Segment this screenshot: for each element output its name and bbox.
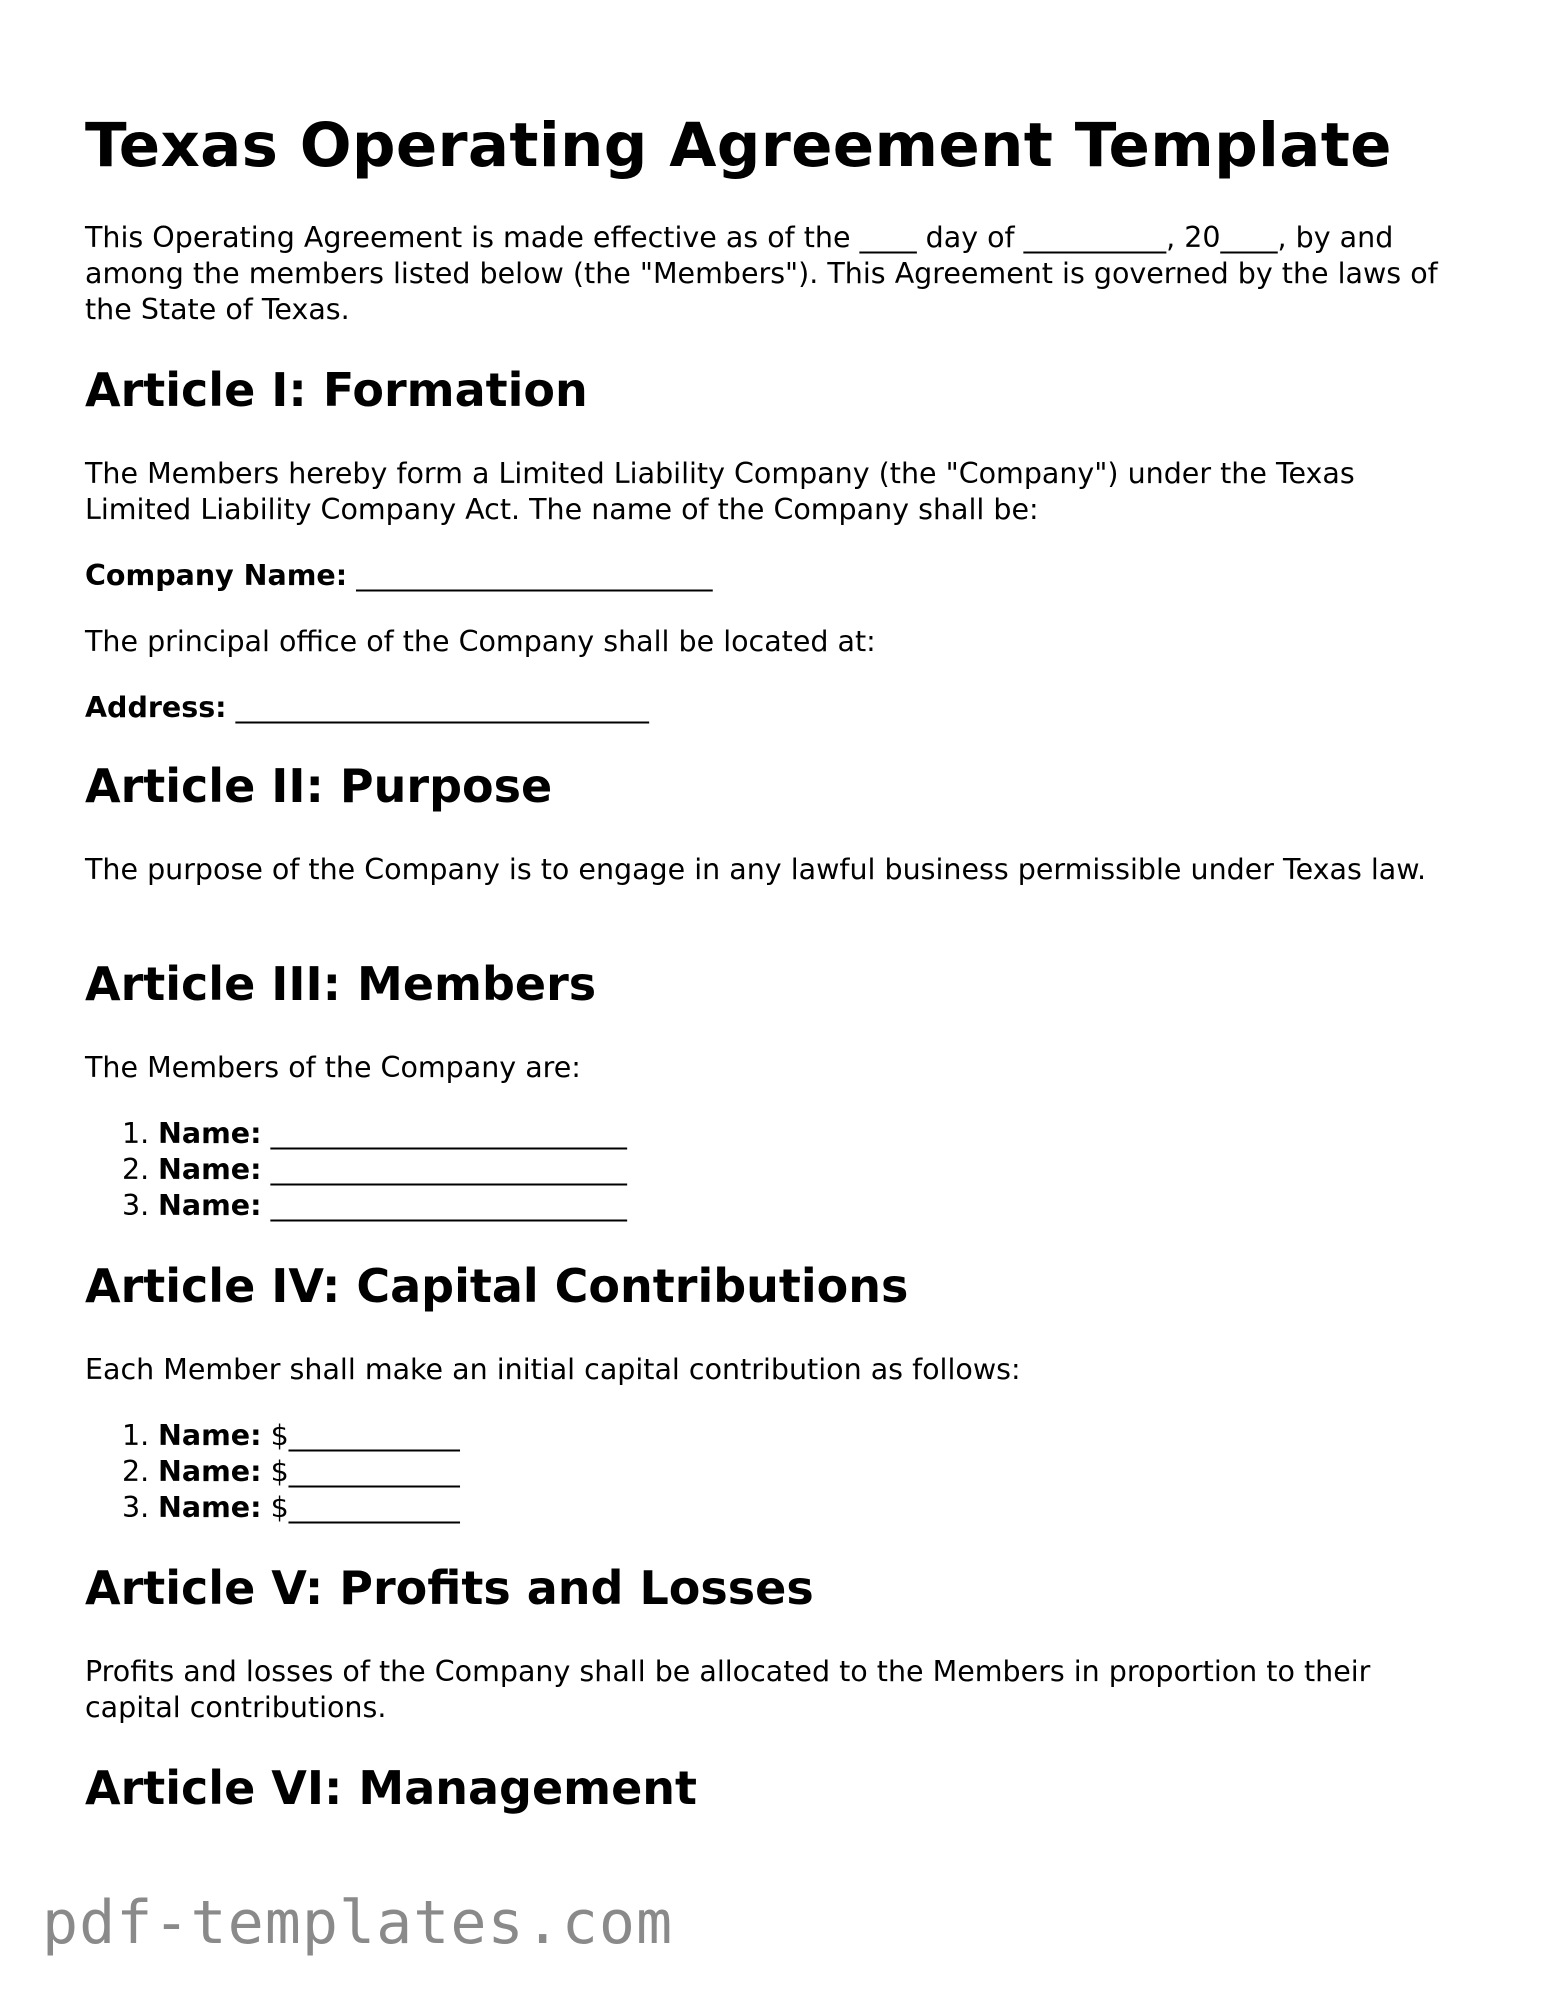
list-item[interactable]: [85, 1188, 1465, 1224]
article-3-heading: Article III: Members: [85, 957, 597, 1011]
article-2-text: The purpose of the Company is to engage in any lawful business permissible under Texas law.: [85, 853, 1427, 886]
list-number: 3.: [122, 1189, 150, 1222]
member-name-blank[interactable]: _________________________: [270, 1189, 627, 1222]
list-number: 2.: [122, 1153, 150, 1186]
contribution-blank[interactable]: $____________: [270, 1419, 460, 1452]
member-name-blank[interactable]: _________________________: [270, 1153, 627, 1186]
article-2-heading: Article II: Purpose: [85, 759, 553, 813]
list-number: 3.: [122, 1491, 150, 1524]
article-1-text: The Members hereby form a Limited Liability Company (the "Company") under the Texas Limited Liability Company Act. The name of the Company shall be:: [85, 457, 1355, 526]
members-list: [85, 1116, 1465, 1224]
list-number: 2.: [122, 1455, 150, 1488]
watermark: pdf-templates.com: [42, 1888, 674, 1958]
list-item[interactable]: [85, 1152, 1465, 1188]
list-item[interactable]: [85, 1490, 1465, 1526]
name-label: Name:: [158, 1189, 262, 1222]
contribution-blank[interactable]: $____________: [270, 1455, 460, 1488]
contributions-list: [85, 1418, 1465, 1526]
list-item[interactable]: [85, 1418, 1465, 1454]
name-label: Name:: [158, 1153, 262, 1186]
name-label: Name:: [158, 1117, 262, 1150]
member-name-blank[interactable]: _________________________: [270, 1117, 627, 1150]
company-name-blank[interactable]: _________________________: [356, 559, 713, 592]
office-text: The principal office of the Company shall be located at:: [85, 625, 876, 658]
list-item[interactable]: [85, 1116, 1465, 1152]
article-4-heading: Article IV: Capital Contributions: [85, 1259, 909, 1313]
list-item[interactable]: [85, 1454, 1465, 1490]
list-number: 1.: [122, 1419, 150, 1452]
address-blank[interactable]: _____________________________: [235, 691, 649, 724]
document-title: Texas Operating Agreement Template: [85, 110, 1392, 181]
address-label: Address:: [85, 691, 227, 724]
company-name-label: Company Name:: [85, 559, 348, 592]
article-3-text: The Members of the Company are:: [85, 1051, 581, 1084]
article-1-heading: Article I: Formation: [85, 363, 588, 417]
address-field[interactable]: [85, 690, 1465, 726]
name-label: Name:: [158, 1419, 262, 1452]
article-5-heading: Article V: Profits and Losses: [85, 1561, 814, 1615]
article-6-heading: Article VI: Management: [85, 1761, 698, 1815]
contribution-blank[interactable]: $____________: [270, 1491, 460, 1524]
article-4-text: Each Member shall make an initial capital contribution as follows:: [85, 1353, 1021, 1386]
company-name-field[interactable]: [85, 558, 1465, 594]
name-label: Name:: [158, 1491, 262, 1524]
article-5-text: Profits and losses of the Company shall be allocated to the Members in proportion to their capital contributions.: [85, 1655, 1371, 1724]
name-label: Name:: [158, 1455, 262, 1488]
list-number: 1.: [122, 1117, 150, 1150]
intro-paragraph: This Operating Agreement is made effective as of the ____ day of __________, 20____, by and among the members listed below (the "Members"). This Agreement is governed by the laws of the State of Texas.: [85, 221, 1438, 326]
